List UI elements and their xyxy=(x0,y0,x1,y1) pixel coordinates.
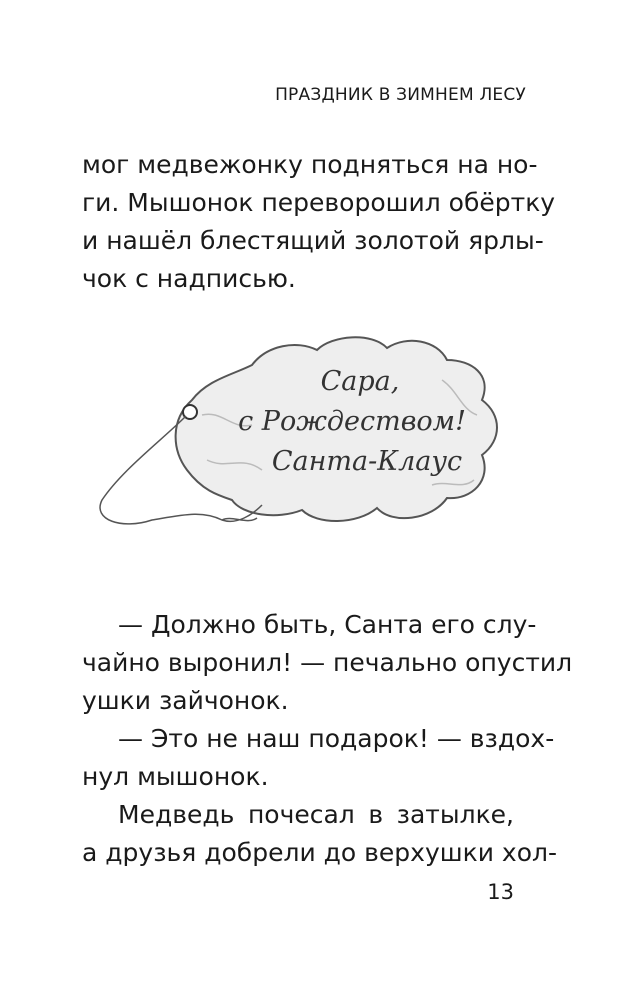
text-line: ги. Мышонок переворошил обёртку xyxy=(82,188,556,217)
gift-tag-illustration xyxy=(82,320,522,535)
paragraph-bottom xyxy=(82,606,573,872)
text-line: а друзья добрели до верхушки хол- xyxy=(82,838,558,867)
text-line: — Это не наш подарок! — вздох- xyxy=(118,724,555,753)
paragraph-top xyxy=(82,146,556,298)
text-line: нул мышонок. xyxy=(82,762,269,791)
text-line: чок с надписью. xyxy=(82,264,296,293)
text-line: Медведь почесал в затылке, xyxy=(118,800,514,829)
text-line: ушки зайчонок. xyxy=(82,686,289,715)
running-head: ПРАЗДНИК В ЗИМНЕМ ЛЕСУ xyxy=(275,85,526,105)
page-number: 13 xyxy=(487,880,514,904)
tag-line-2: с Рождеством! xyxy=(238,406,466,437)
text-line: и нашёл блестящий золотой ярлы- xyxy=(82,226,544,255)
text-line: чайно выронил! — печально опустил xyxy=(82,648,573,677)
tag-line-3: Санта-Клаус xyxy=(271,446,463,477)
tag-line-1: Сара, xyxy=(320,366,400,397)
text-line: — Должно быть, Санта его слу- xyxy=(118,610,537,639)
text-line: мог медвежонку подняться на но- xyxy=(82,150,538,179)
